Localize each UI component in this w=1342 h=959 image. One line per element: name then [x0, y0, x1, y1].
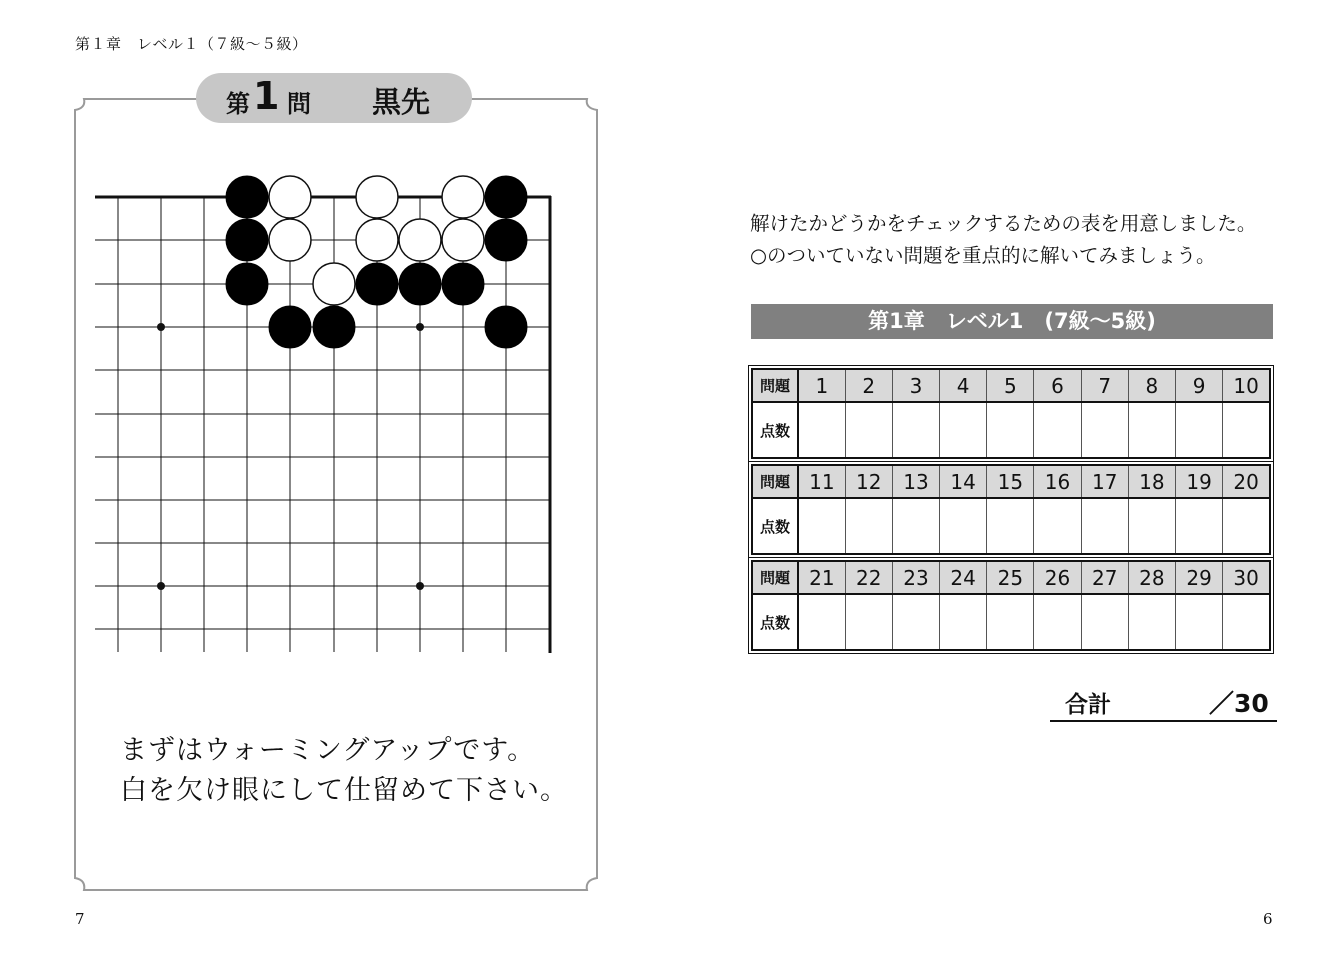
total-underline — [1050, 720, 1277, 722]
problem-number-cell: 4 — [940, 369, 987, 402]
score-cell[interactable] — [1128, 402, 1175, 458]
problem-number-cell: 7 — [1081, 369, 1128, 402]
problem-number-cell: 29 — [1176, 561, 1223, 594]
problem-number-cell: 1 — [798, 369, 845, 402]
score-cell[interactable] — [798, 594, 845, 650]
problem-number-cell: 10 — [1223, 369, 1270, 402]
problem-number-cell: 3 — [892, 369, 939, 402]
score-cell[interactable] — [845, 402, 892, 458]
problem-number-cell: 28 — [1128, 561, 1175, 594]
score-cell[interactable] — [1223, 498, 1270, 554]
score-cell[interactable] — [798, 498, 845, 554]
score-cell[interactable] — [1176, 594, 1223, 650]
problem-suffix: 問 — [287, 90, 311, 118]
score-cell[interactable] — [1081, 402, 1128, 458]
score-cell[interactable] — [1128, 498, 1175, 554]
page-number-left: 7 — [75, 910, 85, 928]
score-cell[interactable] — [1034, 594, 1081, 650]
problem-turn: 黒先 — [372, 85, 431, 119]
problem-prefix: 第 — [226, 90, 250, 118]
black-stone — [226, 176, 268, 218]
problem-number-cell: 18 — [1128, 465, 1175, 498]
problem-number-cell: 14 — [940, 465, 987, 498]
problem-number-cell: 30 — [1223, 561, 1270, 594]
score-cell[interactable] — [1034, 498, 1081, 554]
problem-number-cell: 8 — [1128, 369, 1175, 402]
score-cell[interactable] — [987, 594, 1034, 650]
row-label-problem: 問題 — [752, 561, 798, 594]
problem-number-cell: 26 — [1034, 561, 1081, 594]
score-cell[interactable] — [940, 594, 987, 650]
black-stone — [485, 176, 527, 218]
white-stone — [356, 176, 398, 218]
score-cell[interactable] — [1176, 402, 1223, 458]
black-stone — [485, 306, 527, 348]
total-value: ／30 — [1209, 689, 1269, 718]
score-cell[interactable] — [987, 498, 1034, 554]
black-stone — [356, 263, 398, 305]
white-stone — [269, 176, 311, 218]
star-point — [157, 582, 165, 590]
running-head: 第１章 レベル１（７級～５級） — [75, 35, 308, 53]
page-number-right: 6 — [1263, 910, 1273, 928]
problem-number-cell: 27 — [1081, 561, 1128, 594]
score-cell[interactable] — [892, 402, 939, 458]
problem-number-cell: 15 — [987, 465, 1034, 498]
problem-number-cell: 22 — [845, 561, 892, 594]
score-cell[interactable] — [892, 498, 939, 554]
problem-number: 1 — [253, 74, 280, 118]
problem-number-cell: 16 — [1034, 465, 1081, 498]
black-stone — [226, 219, 268, 261]
problem-number-cell: 11 — [798, 465, 845, 498]
score-cell[interactable] — [1081, 498, 1128, 554]
problem-number-cell: 25 — [987, 561, 1034, 594]
problem-number-cell: 5 — [987, 369, 1034, 402]
intro-line-1: 解けたかどうかをチェックするための表を用意しました。 — [750, 212, 1257, 235]
problem-number-cell: 20 — [1223, 465, 1270, 498]
score-cell[interactable] — [940, 402, 987, 458]
white-stone — [269, 219, 311, 261]
score-cell[interactable] — [1223, 594, 1270, 650]
problem-number-cell: 12 — [845, 465, 892, 498]
score-cell[interactable] — [940, 498, 987, 554]
score-cell[interactable] — [1034, 402, 1081, 458]
row-label-problem: 問題 — [752, 369, 798, 402]
score-cell[interactable] — [1176, 498, 1223, 554]
score-cell[interactable] — [892, 594, 939, 650]
star-point — [157, 323, 165, 331]
problem-number-cell: 24 — [940, 561, 987, 594]
row-label-score: 点数 — [752, 402, 798, 458]
star-point — [416, 323, 424, 331]
white-stone — [399, 219, 441, 261]
problem-number-cell: 17 — [1081, 465, 1128, 498]
white-stone — [442, 219, 484, 261]
chapter-title-bar: 第1章 レベル1 (7級～5級) — [751, 304, 1273, 339]
problem-number-cell: 2 — [845, 369, 892, 402]
total-label: 合計 — [1065, 692, 1111, 718]
score-cell[interactable] — [845, 498, 892, 554]
instruction-line-1: まずはウォーミングアップです。 — [120, 735, 536, 766]
star-point — [416, 582, 424, 590]
problem-number-cell: 13 — [892, 465, 939, 498]
score-cell[interactable] — [845, 594, 892, 650]
row-label-problem: 問題 — [752, 465, 798, 498]
intro-line-2: ○のついていない問題を重点的に解いてみましょう。 — [750, 244, 1216, 267]
score-cell[interactable] — [1223, 402, 1270, 458]
black-stone — [313, 306, 355, 348]
white-stone — [356, 219, 398, 261]
row-label-score: 点数 — [752, 594, 798, 650]
row-label-score: 点数 — [752, 498, 798, 554]
problem-number-cell: 19 — [1176, 465, 1223, 498]
score-cell[interactable] — [1128, 594, 1175, 650]
score-cell[interactable] — [987, 402, 1034, 458]
instruction-line-2: 白を欠け眼にして仕留めて下さい。 — [120, 775, 568, 806]
problem-number-cell: 21 — [798, 561, 845, 594]
black-stone — [442, 263, 484, 305]
black-stone — [269, 306, 311, 348]
score-cell[interactable] — [1081, 594, 1128, 650]
score-cell[interactable] — [798, 402, 845, 458]
black-stone — [399, 263, 441, 305]
score-table-3 — [751, 560, 1271, 651]
black-stone — [226, 263, 268, 305]
score-table-2 — [751, 464, 1271, 555]
white-stone — [442, 176, 484, 218]
problem-number-cell: 9 — [1176, 369, 1223, 402]
problem-number-cell: 23 — [892, 561, 939, 594]
white-stone — [313, 263, 355, 305]
problem-number-cell: 6 — [1034, 369, 1081, 402]
black-stone — [485, 219, 527, 261]
score-table-1 — [751, 368, 1271, 459]
